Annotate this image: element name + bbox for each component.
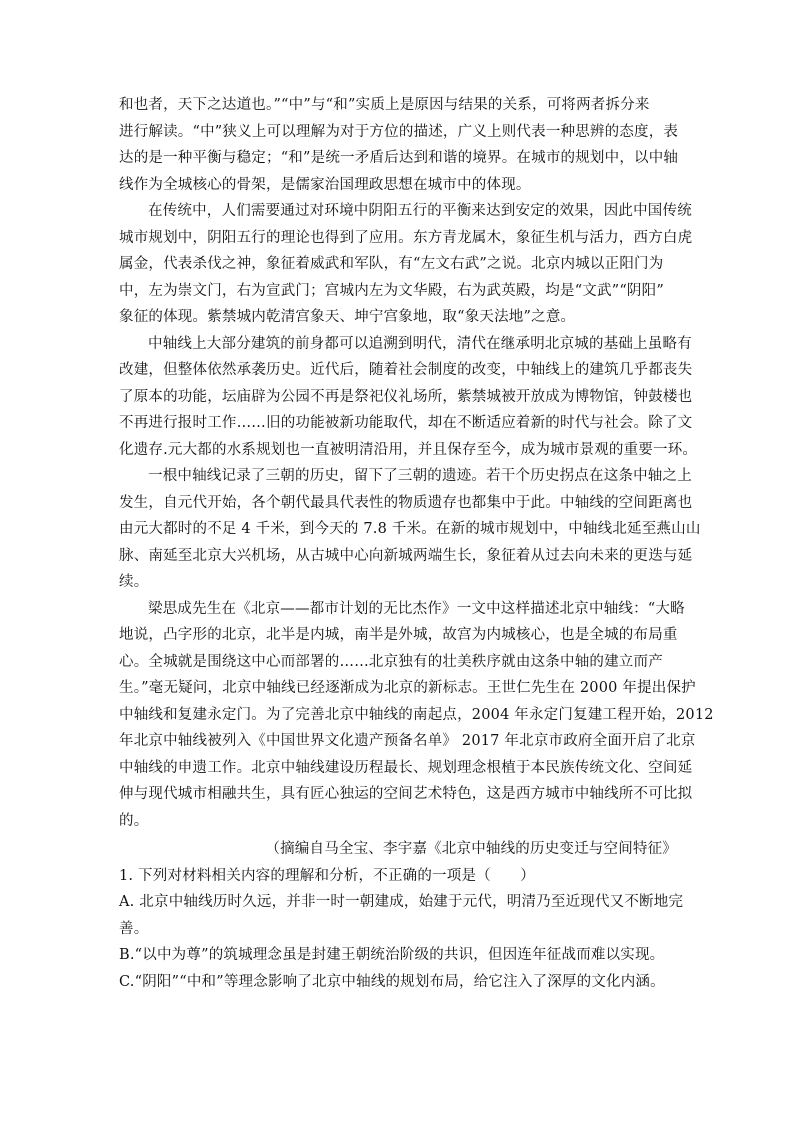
text-line: 生。”毫无疑问，北京中轴线已经逐渐成为北京的新标志。王世仁先生在 2000 年提出保护 <box>119 680 696 696</box>
text-line: 发生，自元代开始，各个朝代最具代表性的物质遗存也都集中于此。中轴线的空间距离也 <box>119 494 693 511</box>
text-line: 年北京中轴线被列入《中国世界文化遗产预备名单》 2017 年北京市政府全面开启了北京 <box>119 733 696 749</box>
text-line: 城市规划中，阴阳五行的理论也得到了应用。东方青龙属木，象征生机与活力，西方白虎 <box>119 229 693 246</box>
text-line: 一根中轴线记录了三朝的历史，留下了三朝的遗迹。若干个历史拐点在这条中轴之上 <box>148 468 692 484</box>
text-line: 梁思成先生在《北京——都市计划的无比杰作》一文中这样描述北京中轴线：“大略 <box>148 600 685 617</box>
question-stem: 1. 下列对材料相关内容的理解和分析，不正确的一项是（ ） <box>119 867 535 884</box>
text-line: 化遗存.元大都的水系规划也一直被明清沿用，并且保存至今，成为城市景观的重要一环。 <box>119 441 698 458</box>
document-body <box>119 92 714 995</box>
text-line: 续。 <box>119 574 149 590</box>
option-c <box>119 969 677 996</box>
text-line: 中轴线上大部分建筑的前身都可以追溯到明代，清代在继承明北京城的基础上虽略有 <box>148 335 692 352</box>
paragraph-4 <box>119 463 701 596</box>
paragraph-2 <box>119 198 693 331</box>
text-line: 中轴线和复建永定门。为了完善北京中轴线的南起点，2004 年永定门复建工程开始，2012 <box>119 706 714 723</box>
option-line: B.“以中为尊”的筑城理念虽是封建王朝统治阶级的共识，但因连年征战而难以实现。 <box>119 947 665 963</box>
text-line: 属金，代表杀伐之神，象征着威武和军队，有“左文右武”之说。北京内城以正阳门为 <box>119 256 664 272</box>
question-1 <box>119 863 684 996</box>
text-line: 和也者，天下之达道也。”“中”与“和”实质上是原因与结果的关系，可将两者拆分来 <box>119 97 650 113</box>
option-line: 善。 <box>119 920 149 937</box>
source-citation: （摘编自马全宝、李宇嘉《北京中轴线的历史变迁与空间特征》 <box>265 841 677 857</box>
text-line: 地说，凸字形的北京，北半是内城，南半是外城，故宫为内城核心，也是全城的布局重 <box>119 627 678 643</box>
text-line: 的。 <box>119 812 149 829</box>
text-line: 不再进行报时工作……旧的功能被新功能取代，却在不断适应着新的时代与社会。除了文 <box>119 415 693 431</box>
paragraph-3 <box>119 331 698 464</box>
option-b <box>119 942 677 969</box>
text-line: 改建，但整体依然承袭历史。近代后，随着社会制度的改变，中轴线上的建筑几乎都丧失 <box>119 362 693 378</box>
paragraph-1 <box>119 92 677 198</box>
paragraph-5 <box>119 596 714 835</box>
text-line: 由元大都时的不足 4 千米，到今天的 7.8 千米。在新的城市规划中，中轴线北延至燕山山 <box>119 521 701 537</box>
text-line: 心。全城就是围绕这中心而部署的……北京独有的壮美秩序就由这条中轴的建立而产 <box>119 653 663 670</box>
text-line: 中，左为崇文门，右为宣武门；宫城内左为文华殿，右为武英殿，均是“文武”“阴阳” <box>119 282 664 299</box>
option-line: C.“阴阳”“中和”等理念影响了北京中轴线的规划布局，给它注入了深厚的文化内涵。 <box>119 973 665 990</box>
text-line: 象征的体现。紫禁城内乾清宫象天、坤宁宫象地，取“象天法地”之意。 <box>119 309 576 325</box>
text-line: 达的是一种平衡与稳定；“和”是统一矛盾后达到和谐的境界。在城市的规划中，以中轴 <box>119 150 679 166</box>
text-line: 进行解读。“中”狭义上可以理解为对于方位的描述，广义上则代表一种思辨的态度，表 <box>119 123 679 140</box>
text-line: 中轴线的申遗工作。北京中轴线建设历程最长、规划理念根植于本民族传统文化、空间延 <box>119 759 693 776</box>
text-line: 脉、南延至北京大兴机场，从古城中心向新城两端生长，象征着从过去向未来的更迭与延 <box>119 547 693 564</box>
text-line: 线作为全城核心的骨架，是儒家治国理政思想在城市中的体现。 <box>119 176 531 193</box>
text-line: 伸与现代城市相融共生，具有匠心独运的空间艺术特色，这是西方城市中轴线所不可比拟 <box>119 786 693 802</box>
text-line: 在传统中，人们需要通过对环境中阴阳五行的平衡来达到安定的效果，因此中国传统 <box>148 203 692 219</box>
text-line: 了原本的功能，坛庙辟为公园不再是祭祀仪礼场所，紫禁城被开放成为博物馆，钟鼓楼也 <box>119 388 693 405</box>
option-line: A. 北京中轴线历时久远，并非一时一朝建成，始建于元代，明清乃至近现代又不断地完 <box>119 894 684 910</box>
option-a <box>119 889 684 942</box>
